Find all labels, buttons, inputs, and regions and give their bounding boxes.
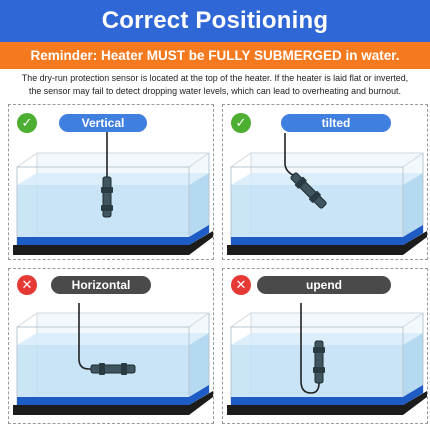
header-banner [0, 0, 430, 42]
check-icon: ✓ [17, 113, 37, 133]
cross-icon: ✕ [17, 275, 37, 295]
description-line-1: The dry-run protection sensor is located at the top of the heater. If the heater is laid flat or inverted, [21, 73, 409, 83]
panel-label-tilted: tilted [281, 114, 391, 132]
panel-vertical [8, 104, 214, 260]
description-text [8, 72, 422, 104]
description-line-2: the sensor may fail to detect dropping water levels, which can lead to overheating and burnout. [29, 85, 401, 96]
reminder-banner [0, 42, 430, 69]
panel-upend [222, 268, 428, 424]
reminder-text: Reminder: Heater MUST be FULLY SUBMERGED in water. [30, 48, 400, 63]
check-icon: ✓ [231, 113, 251, 133]
panel-label-vertical: Vertical [59, 114, 147, 132]
panel-horizontal [8, 268, 214, 424]
cross-icon: ✕ [231, 275, 251, 295]
panel-label-upend: upend [257, 276, 391, 294]
panel-tilted [222, 104, 428, 260]
page-title: Correct Positioning [101, 7, 329, 34]
panel-label-horizontal: Horizontal [51, 276, 151, 294]
